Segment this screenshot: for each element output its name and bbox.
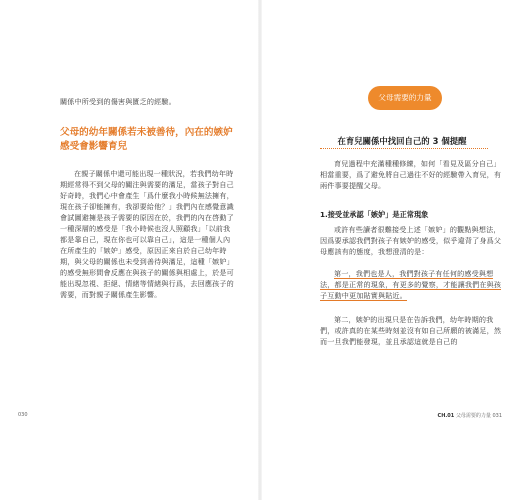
subtitle-divider — [320, 148, 488, 149]
right-subtitle: 在育兒關係中找回自己的 3 個提醒 — [337, 136, 467, 146]
left-body-text: 在親子關係中還可能出現一種狀況，若我們幼年時期經常得不到父母的關注與需要的滿足，當孩子對自己好奇時，我們心中會產生「爲什麼我小時候無法擁有，現在孩子卻能擁有，我卻要給他？」我們內在感覺意識會試圖避擁是孩子需要的原因在於，我們的內在啓動了一種深層的感受是「我小時候也沒人照顧我」「以前我都是靠自己，現在你也可以靠自己」，這是一種個人內在所產生的「嫉妒」感受，原因正來自於自己幼年時期，與父母的關係也未受到善待與滿足，這種「嫉妒」的感受無形間會反應在與孩子的關係與相處上，於是可能出現忽視、拒絕、情緒等情緒與行爲，去回應孩子的需要，而對親子關係產生影響。 — [60, 169, 234, 299]
underlined-passage: 第一，我們也是人，我們對孩子有任何的感受與想法，都是正常的現象，有更多的覺察，才能讓我們在與孩子互動中更加貼實與貼近。 — [320, 269, 502, 300]
left-intro-text: 關係中所受到的傷害與匱乏的經驗。 — [60, 97, 176, 106]
left-section-heading: 父母的幼年關係若未被善待，內在的嫉妒感受會影響育兒 — [60, 127, 233, 152]
right-paragraph-2 — [320, 268, 502, 301]
chapter-badge — [368, 86, 442, 110]
chapter-title: 父母需要的力量 — [455, 413, 491, 419]
right-section-title: 1.接受並承認「嫉妒」是正常現象 — [320, 210, 429, 219]
right-page-number: 031 — [492, 413, 502, 419]
chapter-badge-label: 父母需要的力量 — [378, 93, 432, 102]
left-page-number: 030 — [18, 412, 28, 418]
right-folio — [438, 412, 502, 419]
right-intro-text: 育兒過程中充滿種種修練，如何「看見及區分自己」相當重要，爲了避免將自己過往不好的經驗帶入育兒，有兩件事要提醒父母。 — [320, 159, 502, 190]
right-page — [260, 0, 520, 500]
chapter-label: CH.01 — [437, 413, 455, 419]
right-paragraph-1: 或許有些讀者很難接受上述「嫉妒」的觀點與想法，因爲要承認我們對孩子有嫉妒的感受，似乎違背了身爲父母應該有的態度，我想澄清的是： — [320, 225, 502, 256]
right-paragraph-3: 第二，嫉妒的出現只是在告訴我們，幼年時期的我們，或許真的在某些時刻並沒有如自己所願的被滿足，然而一旦我們能發現，並且承認這就是自己的 — [320, 315, 502, 346]
